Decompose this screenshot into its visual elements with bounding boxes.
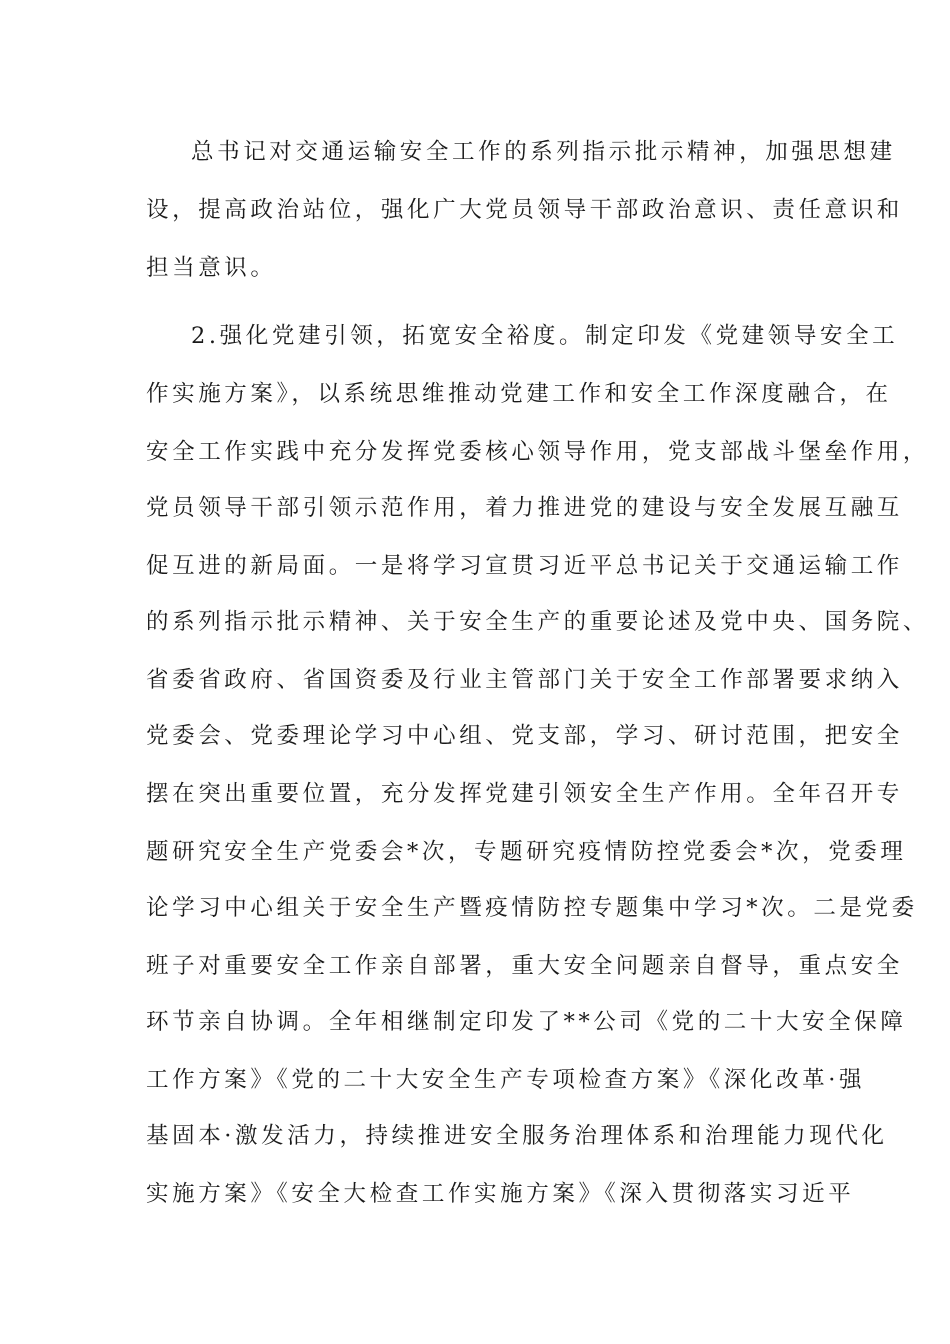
text-line: 促互进的新局面。一是将学习宣贯习近平总书记关于交通运输工作 <box>146 553 903 579</box>
text-line: 设，提高政治站位，强化广大党员领导干部政治意识、责任意识和 <box>146 197 903 223</box>
text-line: 题研究安全生产党委会*次，专题研究疫情防控党委会*次，党委理 <box>146 839 907 865</box>
text-line: 安全工作实践中充分发挥党委核心领导作用，党支部战斗堡垒作用， <box>146 439 930 465</box>
text-line: 的系列指示批示精神、关于安全生产的重要论述及党中央、国务院、 <box>146 609 930 635</box>
text-line: 论学习中心组关于安全生产暨疫情防控专题集中学习*次。二是党委 <box>146 895 918 921</box>
text-line: 工作方案》《党的二十大安全生产专项检查方案》《深化改革·强 <box>146 1067 866 1093</box>
text-line: 摆在突出重要位置，充分发挥党建引领安全生产作用。全年召开专 <box>146 781 903 807</box>
text-line: 环节亲自协调。全年相继制定印发了**公司《党的二十大安全保障 <box>146 1009 907 1035</box>
text-line: 党员领导干部引领示范作用，着力推进党的建设与安全发展互融互 <box>146 495 903 521</box>
text-line: 担当意识。 <box>146 255 277 281</box>
text-line: 实施方案》《安全大检查工作实施方案》《深入贯彻落实习近平 <box>146 1181 855 1207</box>
text-line: 总书记对交通运输安全工作的系列指示批示精神，加强思想建 <box>191 139 896 165</box>
text-line: 作实施方案》，以系统思维推动党建工作和安全工作深度融合，在 <box>146 381 892 407</box>
text-line: 省委省政府、省国资委及行业主管部门关于安全工作部署要求纳入 <box>146 667 903 693</box>
text-line: 班子对重要安全工作亲自部署，重大安全问题亲自督导，重点安全 <box>146 953 903 979</box>
text-line: 2.强化党建引领，拓宽安全裕度。制定印发《党建领导安全工 <box>191 323 899 349</box>
text-line: 党委会、党委理论学习中心组、党支部，学习、研讨范围，把安全 <box>146 723 903 749</box>
text-line: 基固本·激发活力，持续推进安全服务治理体系和治理能力现代化 <box>146 1123 888 1149</box>
